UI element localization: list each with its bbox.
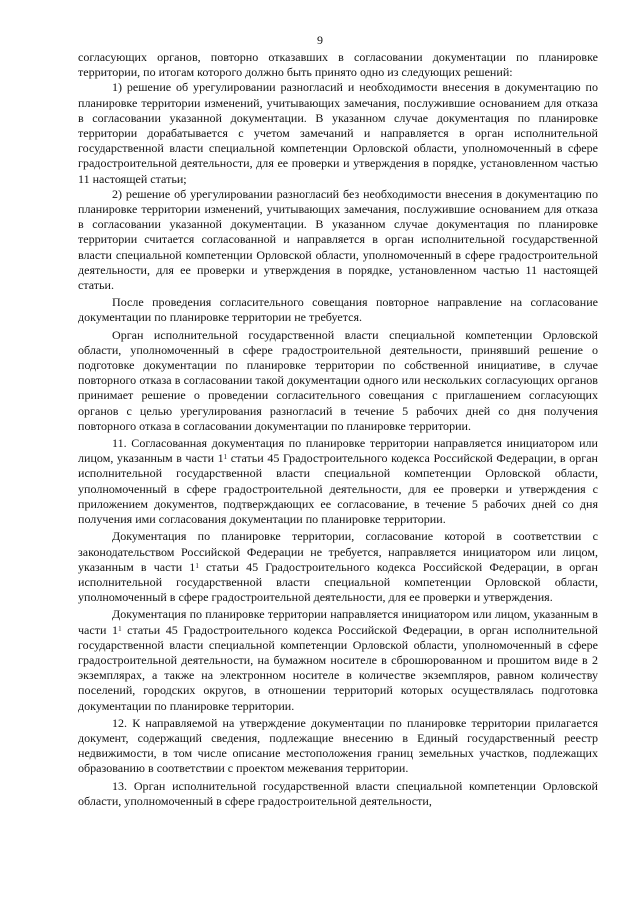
superscript-one: 1 [195, 561, 199, 570]
paragraph: 2) решение об урегулировании разногласий без необходимости внесения в документацию по планировке территории изменений, учитывающих замечания, послужившие основанием для отказа в согласовании указанной документации. В указанном случае документация по планировке территории считается согласованной и направляется в орган исполнительной государственной власти специальной компетенции Орловской области, уполномоченный в сфере градостроительной деятельности, для ее проверки и утверждения в порядке, установленном частью 11 настоящей статьи. [78, 186, 598, 293]
paragraph: Документация по планировке территории направляется инициатором или лицом, указанным в части $1^1$ статьи 45 Градостроительного кодекса Российской Федерации, в орган исполнительной государственной власти специальной компетенции Орловской области, уполномоченный в сфере градостроительной деятельности, на бумажном носителе в сброшюрованном и прошитом виде в 2 экземплярах, а также на электронном носителе в количестве экземпляров, равном количеству поселений, городских округов, в отношении территорий которых осуществлялась подготовка документации по планировке территории. [78, 607, 599, 713]
paragraph: 1) решение об урегулировании разногласий и необходимости внесения в документацию по планировке территории изменений, учитывающих замечания, послужившие основанием для отказа в согласовании указанной документации. В указанном случае документация по планировке территории дорабатывается с учетом замечаний и направляется в орган исполнительной государственной власти специальной компетенции Орловской области, уполномоченный в сфере градостроительной деятельности, для ее проверки и утверждения в порядке, установленном частью 11 настоящей статьи; [78, 80, 598, 186]
paragraph: Орган исполнительной государственной власти специальной компетенции Орловской области, уполномоченный в сфере градостроительной деятельности, принявший решение о подготовке документации по планировке территории по собственной инициативе, в случае повторного отказа в согласовании такой документации одного или нескольких согласующих органов принимает решение о проведении согласительного совещания с приглашением согласующих органов с целью урегулирования разногласий в течение 5 рабочих дней со дня получения повторного отказа в согласовании документации по планировке территории. [78, 327, 598, 433]
paragraph: 11. Согласованная документация по планировке территории направляется инициатором или лицом, указанным в части $1^1$ статьи 45 Градостроительного кодекса Российской Федерации, в орган исполнительной государственной власти специальной компетенции Орловской области, уполномоченный в сфере градостроительной деятельности, для ее проверки и утверждения с приложением документов, подтверждающих ее согласование, в течение 5 рабочих дней со дня получения ими согласования документации по планировке территории. [78, 436, 598, 527]
page-number: 9 [317, 33, 323, 47]
superscript-one: 1 [118, 624, 122, 633]
paragraph: согласующих органов, повторно отказавших в согласовании документации по планировке территории, по итогам которого должно быть принято одно из следующих решений: [78, 50, 598, 80]
superscript-one: 1 [223, 453, 228, 462]
paragraph: После проведения согласительного совещания повторное направление на согласование документации по планировке территории не требуется. [78, 295, 598, 325]
paragraph: 13. Орган исполнительной государственной власти специальной компетенции Орловской области, уполномоченный в сфере градостроительной деятельности, [78, 778, 598, 808]
paragraph: Документация по планировке территории, согласование которой в соответствии с законодательством Российской Федерации не требуется, направляется инициатором или лицом, указанным в части $1^1$ статьи 45 Градостроительного кодекса Российской Федерации, в орган исполнительной государственной власти специальной компетенции Орловской области, уполномоченный в сфере градостроительной деятельности, для ее проверки и утверждения. [78, 529, 598, 605]
body-text [78, 50, 598, 809]
paragraph: 12. К направляемой на утверждение документации по планировке территории прилагается документ, содержащий сведения, подлежащие внесению в Единый государственный реестр недвижимости, в том числе описание местоположения границ земельных участков, подлежащих образованию в соответствии с проектом межевания территории. [78, 715, 598, 776]
